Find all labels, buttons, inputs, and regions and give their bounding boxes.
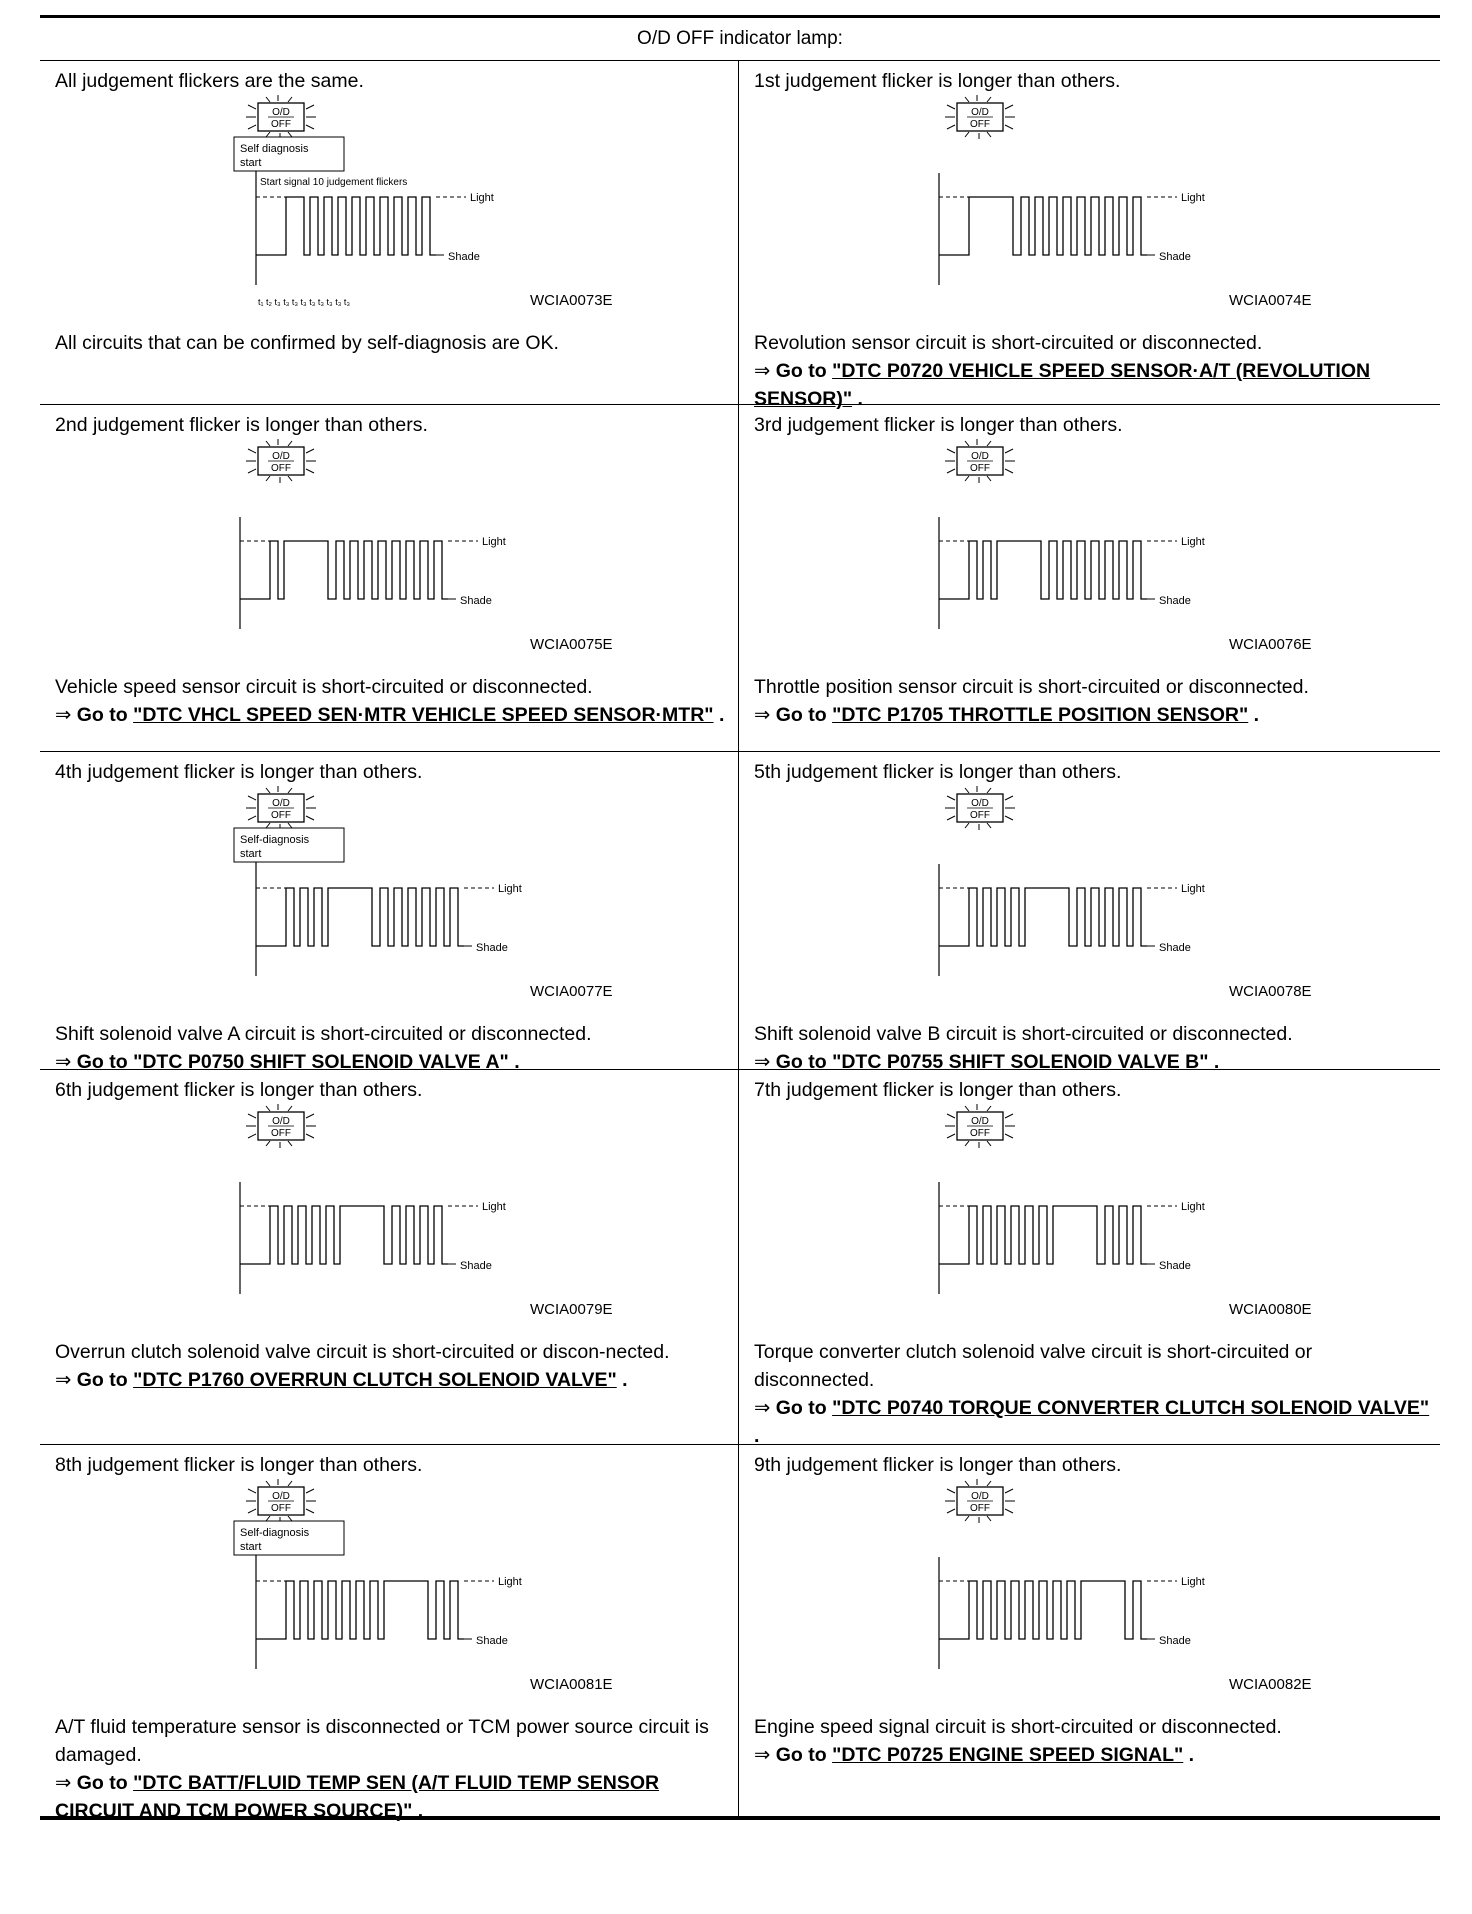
svg-text:O/D: O/D — [971, 1116, 989, 1127]
flicker-diagram — [55, 439, 728, 673]
shade-label: Shade — [476, 942, 508, 954]
diagnosis-cell — [739, 1069, 1440, 1447]
light-label: Light — [482, 1201, 506, 1213]
go-to-line — [55, 1769, 728, 1825]
light-label: Light — [498, 883, 522, 895]
go-to-line — [754, 701, 1430, 729]
light-label: Light — [498, 1576, 522, 1588]
diagnosis-cell — [739, 1444, 1440, 1816]
od-off-lamp-icon — [945, 1104, 1015, 1148]
cell-description: Torque converter clutch solenoid valve circuit is short-circuited or disconnected. — [754, 1341, 1313, 1391]
od-off-lamp-icon — [945, 786, 1015, 830]
flicker-waveform — [939, 1182, 1177, 1294]
diagnosis-cell — [40, 1444, 738, 1822]
diagnosis-cell — [40, 60, 738, 404]
cell-heading: 2nd judgement flicker is longer than others. — [55, 414, 428, 436]
svg-text:OFF: OFF — [271, 119, 291, 130]
light-label: Light — [482, 536, 506, 548]
svg-text:OFF: OFF — [970, 1128, 990, 1139]
shade-label: Shade — [460, 595, 492, 607]
figure-id: WCIA0078E — [1229, 983, 1312, 1000]
svg-text:O/D: O/D — [272, 1116, 290, 1127]
svg-text:O/D: O/D — [971, 107, 989, 118]
arrow-icon: ⇒ — [55, 1051, 72, 1073]
link-suffix: . — [1183, 1744, 1195, 1766]
figure-id: WCIA0082E — [1229, 1676, 1312, 1693]
flicker-diagram — [754, 439, 1430, 673]
shade-label: Shade — [476, 1635, 508, 1647]
diagnosis-cell — [40, 1069, 738, 1444]
light-label: Light — [1181, 1576, 1205, 1588]
flicker-diagram — [55, 95, 728, 329]
flicker-diagram — [55, 1104, 728, 1338]
dtc-link[interactable]: "DTC BATT/FLUID TEMP SEN (A/T FLUID TEMP SENSOR CIRCUIT AND TCM POWER SOURCE)" — [55, 1772, 660, 1822]
link-suffix: . — [616, 1369, 628, 1391]
flicker-waveform — [939, 864, 1177, 976]
flicker-diagram — [754, 786, 1430, 1020]
go-to-label: Go to — [775, 1051, 827, 1073]
shade-label: Shade — [1159, 251, 1191, 263]
svg-text:OFF: OFF — [271, 1503, 291, 1514]
flicker-diagram — [55, 786, 728, 1020]
cell-description: Engine speed signal circuit is short-circuited or disconnected. — [754, 1716, 1282, 1738]
link-suffix: . — [412, 1800, 424, 1822]
flicker-waveform — [939, 173, 1177, 285]
diagnosis-cell — [40, 751, 738, 1073]
svg-text:start: start — [240, 848, 262, 860]
arrow-icon: ⇒ — [754, 1397, 771, 1419]
link-suffix: . — [508, 1051, 520, 1073]
svg-text:start: start — [240, 1541, 262, 1553]
arrow-icon: ⇒ — [754, 1051, 771, 1073]
cell-heading: 5th judgement flicker is longer than others. — [754, 761, 1122, 783]
go-to-label: Go to — [76, 704, 128, 726]
shade-label: Shade — [1159, 1635, 1191, 1647]
svg-text:OFF: OFF — [970, 463, 990, 474]
cell-heading: 7th judgement flicker is longer than others. — [754, 1079, 1122, 1101]
light-label: Light — [1181, 192, 1205, 204]
figure-id: WCIA0080E — [1229, 1301, 1312, 1318]
link-suffix: . — [713, 704, 725, 726]
arrow-icon: ⇒ — [55, 704, 72, 726]
arrow-icon: ⇒ — [754, 704, 771, 726]
flicker-diagram-svg — [230, 1104, 670, 1324]
flicker-waveform — [240, 517, 478, 629]
flicker-diagram-svg — [929, 439, 1369, 659]
shade-label: Shade — [460, 1260, 492, 1272]
self-diagnosis-start-box — [234, 828, 344, 862]
flicker-waveform — [256, 171, 466, 285]
od-off-lamp-icon — [246, 95, 316, 139]
go-to-label: Go to — [775, 1744, 827, 1766]
svg-text:O/D: O/D — [272, 451, 290, 462]
dtc-link[interactable]: "DTC P0720 VEHICLE SPEED SENSOR·A/T (REVOLUTION SENSOR)" — [754, 360, 1371, 410]
flicker-diagram-svg — [929, 1479, 1369, 1699]
diagnosis-cell — [739, 60, 1440, 410]
od-off-lamp-icon — [246, 786, 316, 830]
od-off-lamp-icon — [945, 439, 1015, 483]
flicker-diagram-svg — [230, 786, 670, 1006]
cell-heading: 3rd judgement flicker is longer than others. — [754, 414, 1123, 436]
svg-text:OFF: OFF — [970, 119, 990, 130]
arrow-icon: ⇒ — [55, 1772, 72, 1794]
dtc-link[interactable]: "DTC P0750 SHIFT SOLENOID VALVE A" — [133, 1051, 509, 1073]
go-to-line — [754, 1741, 1430, 1769]
figure-id: WCIA0073E — [530, 292, 613, 309]
cell-description: Vehicle speed sensor circuit is short-circuited or disconnected. — [55, 676, 593, 698]
shade-label: Shade — [1159, 942, 1191, 954]
light-label: Light — [1181, 536, 1205, 548]
start-signal-label: Start signal 10 judgement flickers — [260, 177, 408, 188]
svg-text:OFF: OFF — [970, 810, 990, 821]
go-to-label: Go to — [775, 360, 827, 382]
od-off-lamp-icon — [246, 1104, 316, 1148]
cell-description: Revolution sensor circuit is short-circuited or disconnected. — [754, 332, 1263, 354]
figure-id: WCIA0075E — [530, 636, 613, 653]
cell-description: Shift solenoid valve A circuit is short-circuited or disconnected. — [55, 1023, 592, 1045]
flicker-waveform — [256, 862, 494, 976]
od-off-lamp-icon — [945, 95, 1015, 139]
dtc-link[interactable]: "DTC P0740 TORQUE CONVERTER CLUTCH SOLENOID VALVE" — [832, 1397, 1430, 1419]
dtc-link[interactable]: "DTC P1760 OVERRUN CLUTCH SOLENOID VALVE" — [133, 1369, 617, 1391]
dtc-link[interactable]: "DTC P1705 THROTTLE POSITION SENSOR" — [832, 704, 1249, 726]
flicker-diagram-svg — [230, 1479, 670, 1699]
go-to-line — [55, 1366, 728, 1394]
go-to-label: Go to — [76, 1772, 128, 1794]
svg-text:OFF: OFF — [271, 810, 291, 821]
svg-text:start: start — [240, 157, 262, 169]
diagnosis-cell — [739, 751, 1440, 1073]
svg-text:OFF: OFF — [970, 1503, 990, 1514]
svg-text:Self diagnosis: Self diagnosis — [240, 143, 309, 155]
arrow-icon: ⇒ — [754, 360, 771, 382]
cell-description: Overrun clutch solenoid valve circuit is short-circuited or discon-nected. — [55, 1341, 670, 1363]
svg-text:OFF: OFF — [271, 463, 291, 474]
dtc-link[interactable]: "DTC P0725 ENGINE SPEED SIGNAL" — [832, 1744, 1184, 1766]
self-diagnosis-start-box — [234, 137, 344, 171]
arrow-icon: ⇒ — [754, 1744, 771, 1766]
figure-id: WCIA0081E — [530, 1676, 613, 1693]
go-to-label: Go to — [775, 1397, 827, 1419]
table-title: O/D OFF indicator lamp: — [40, 18, 1440, 61]
go-to-label: Go to — [76, 1051, 128, 1073]
svg-text:O/D: O/D — [971, 1491, 989, 1502]
svg-text:OFF: OFF — [271, 1128, 291, 1139]
cell-heading: All judgement flickers are the same. — [55, 70, 364, 92]
cell-description: All circuits that can be confirmed by self-diagnosis are OK. — [55, 332, 559, 354]
flicker-diagram-svg — [929, 1104, 1369, 1324]
shade-label: Shade — [1159, 1260, 1191, 1272]
cell-heading: 6th judgement flicker is longer than others. — [55, 1079, 423, 1101]
figure-id: WCIA0074E — [1229, 292, 1312, 309]
flicker-waveform — [939, 1557, 1177, 1669]
svg-text:Self-diagnosis: Self-diagnosis — [240, 834, 310, 846]
shade-label: Shade — [448, 251, 480, 263]
svg-text:O/D: O/D — [971, 798, 989, 809]
link-suffix: . — [1248, 704, 1260, 726]
dtc-link[interactable]: "DTC VHCL SPEED SEN·MTR VEHICLE SPEED SENSOR·MTR" — [133, 704, 714, 726]
cell-description: Throttle position sensor circuit is short-circuited or disconnected. — [754, 676, 1309, 698]
link-suffix: . — [852, 388, 863, 410]
flicker-waveform — [256, 1555, 494, 1669]
flicker-waveform — [240, 1182, 478, 1294]
flicker-diagram — [55, 1479, 728, 1713]
light-label: Light — [1181, 1201, 1205, 1213]
flicker-diagram-svg — [929, 95, 1369, 315]
link-suffix: . — [1208, 1051, 1220, 1073]
cell-heading: 1st judgement flicker is longer than others. — [754, 70, 1121, 92]
diagnosis-cell — [739, 404, 1440, 751]
svg-text:O/D: O/D — [272, 1491, 290, 1502]
cell-heading: 4th judgement flicker is longer than others. — [55, 761, 423, 783]
go-to-line — [55, 701, 728, 729]
cell-heading: 9th judgement flicker is longer than others. — [754, 1454, 1122, 1476]
diagnosis-cell — [40, 404, 738, 751]
go-to-line — [754, 1394, 1430, 1450]
figure-id: WCIA0077E — [530, 983, 613, 1000]
self-diagnosis-start-box — [234, 1521, 344, 1555]
flicker-waveform — [939, 517, 1177, 629]
shade-label: Shade — [1159, 595, 1191, 607]
flicker-diagram — [754, 95, 1430, 329]
link-suffix: . — [754, 1425, 760, 1447]
cell-heading: 8th judgement flicker is longer than others. — [55, 1454, 423, 1476]
svg-text:O/D: O/D — [971, 451, 989, 462]
od-off-lamp-icon — [246, 439, 316, 483]
go-to-label: Go to — [76, 1369, 128, 1391]
go-to-label: Go to — [775, 704, 827, 726]
flicker-diagram-svg — [230, 95, 670, 315]
cell-description: A/T fluid temperature sensor is disconnected or TCM power source circuit is damaged. — [55, 1716, 709, 1766]
dtc-link[interactable]: "DTC P0755 SHIFT SOLENOID VALVE B" — [832, 1051, 1209, 1073]
cell-description: Shift solenoid valve B circuit is short-circuited or disconnected. — [754, 1023, 1293, 1045]
od-off-lamp-icon — [246, 1479, 316, 1523]
svg-text:O/D: O/D — [272, 107, 290, 118]
arrow-icon: ⇒ — [55, 1369, 72, 1391]
svg-text:Self-diagnosis: Self-diagnosis — [240, 1527, 310, 1539]
flicker-diagram — [754, 1104, 1430, 1338]
figure-id: WCIA0079E — [530, 1301, 613, 1318]
flicker-diagram-svg — [230, 439, 670, 659]
time-ticks: t₁ t₂ t₃ t₃ t₃ t₃ t₃ t₃ t₃ t₃ t₃ — [258, 297, 351, 307]
light-label: Light — [470, 192, 494, 204]
svg-text:O/D: O/D — [272, 798, 290, 809]
light-label: Light — [1181, 883, 1205, 895]
flicker-diagram-svg — [929, 786, 1369, 1006]
od-off-lamp-icon — [945, 1479, 1015, 1523]
figure-id: WCIA0076E — [1229, 636, 1312, 653]
flicker-diagram — [754, 1479, 1430, 1713]
